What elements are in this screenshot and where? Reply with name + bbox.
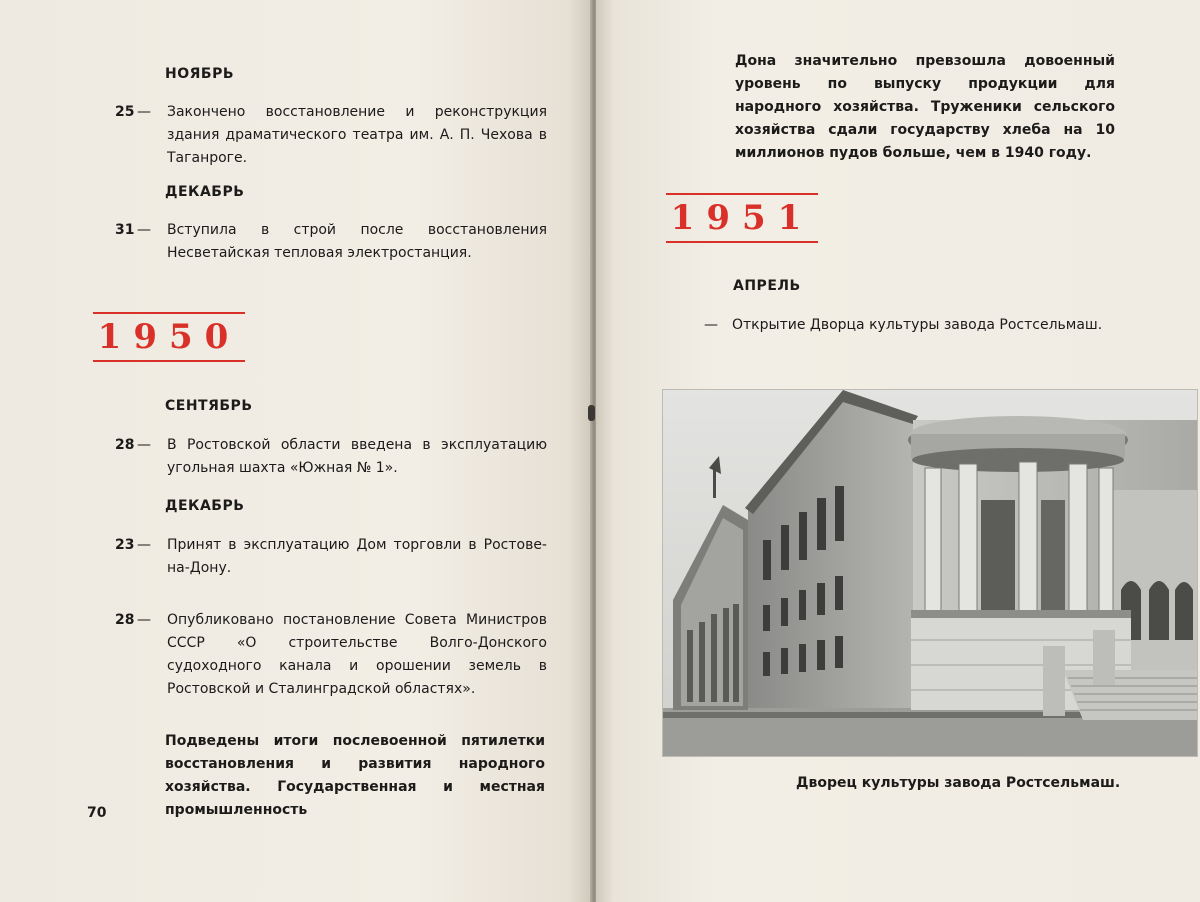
entry-day: 23: [115, 537, 135, 553]
building-illustration: [663, 390, 1197, 756]
year-rule-bottom: [93, 360, 245, 362]
entry-text: Вступила в строй после восстановления Несветайская тепловая электростанция.: [167, 222, 547, 261]
month-heading-september: СЕНТЯБРЬ: [165, 398, 253, 414]
chronicle-entry: [115, 609, 547, 705]
entry-dash: —: [137, 222, 151, 238]
continuation-paragraph: Дона значительно превзошла довоенный уровень по выпуску продукции для народного хозяйства. Труженики сельского хозяйства сдали государству хлеба на 10 миллионов пудов больше, чем в 1940 году.: [735, 53, 1115, 161]
chronicle-entry: [704, 314, 1116, 362]
entry-text: Принят в эксплуатацию Дом торговли в Ростове-на-Дону.: [167, 537, 547, 576]
entry-dash: —: [704, 317, 718, 333]
chronicle-entry: [115, 101, 547, 173]
month-heading-december: ДЕКАБРЬ: [165, 184, 245, 200]
entry-text: Открытие Дворца культуры завода Ростсельмаш.: [732, 317, 1103, 333]
year-heading: [93, 312, 245, 362]
chronicle-entry: [115, 434, 547, 482]
month-heading-november: НОЯБРЬ: [165, 66, 235, 82]
entry-dash: —: [137, 437, 151, 453]
entry-text: Закончено восстановление и реконструкция здания драматического театра им. А. П. Чехова в Таганроге.: [167, 104, 547, 166]
month-heading-december: ДЕКАБРЬ: [165, 498, 245, 514]
entry-dash: —: [137, 104, 151, 120]
entry-text: В Ростовской области введена в эксплуатацию угольная шахта «Южная № 1».: [167, 437, 547, 476]
photo-caption: Дворец культуры завода Ростсельмаш.: [796, 775, 1121, 791]
year-rule-bottom: [666, 241, 818, 243]
year-heading: [666, 193, 818, 243]
entry-day: 31: [115, 222, 135, 238]
entry-dash: —: [137, 537, 151, 553]
year-rule-top: [666, 193, 818, 195]
summary-paragraph: Подведены итоги послевоенной пятилетки восстановления и развития народного хозяйства. Государственная и местная промышленность: [165, 733, 545, 818]
entry-text: Опубликовано постановление Совета Министров СССР «О строительстве Волго-Донского судоходного канала и орошении земель в Ростовской и Сталинградской областях».: [167, 612, 547, 697]
palace-of-culture-photo: [662, 389, 1198, 757]
chronicle-entry: [115, 534, 547, 582]
year-rule-top: [93, 312, 245, 314]
entry-day: 25: [115, 104, 135, 120]
chronicle-entry: [115, 219, 547, 267]
left-page: [0, 0, 592, 902]
year-label: 1950: [97, 317, 241, 357]
page-number: 70: [87, 805, 107, 821]
month-heading-april: АПРЕЛЬ: [733, 278, 801, 294]
entry-day: 28: [115, 437, 135, 453]
binding-staple: [588, 405, 595, 421]
entry-dash: —: [137, 612, 151, 628]
year-label: 1951: [670, 198, 814, 238]
entry-day: 28: [115, 612, 135, 628]
